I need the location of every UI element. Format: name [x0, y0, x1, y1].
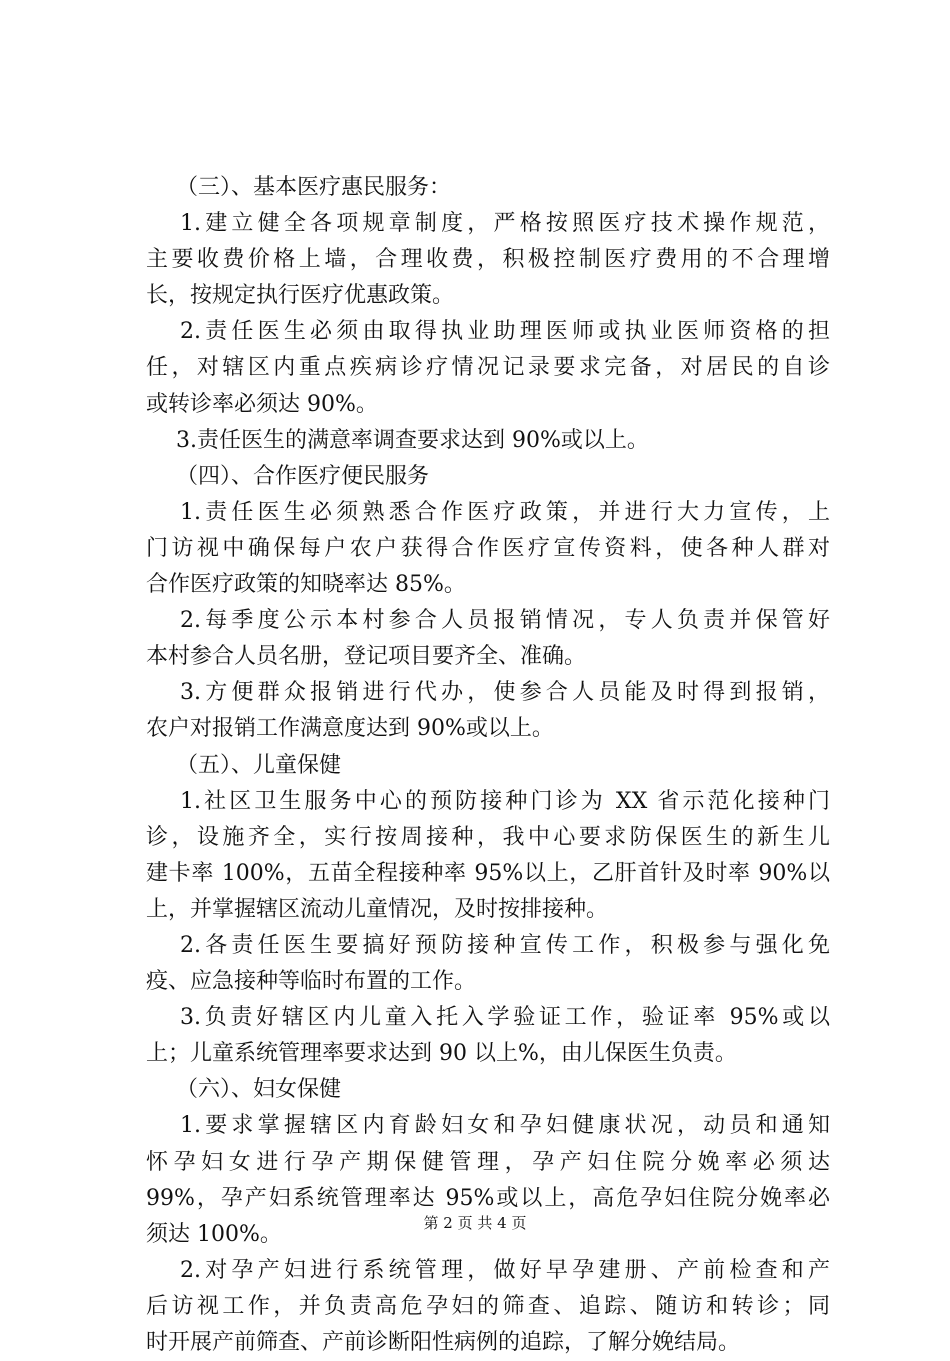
text-line: 2.各责任医生要搞好预防接种宣传工作，积极参与强化免	[180, 932, 830, 958]
text-line: 上；儿童系统管理率要求达到 90 以上%，由儿保医生负责。	[146, 1041, 737, 1067]
document-body	[146, 170, 830, 1361]
text-line: 1.社区卫生服务中心的预防接种门诊为 XX 省示范化接种门	[180, 788, 830, 814]
text-line: 诊，设施齐全，实行按周接种，我中心要求防保医生的新生儿	[146, 824, 830, 850]
text-line: 怀孕妇女进行孕产期保健管理，孕产妇住院分娩率必须达	[146, 1149, 830, 1175]
text-line: 合作医疗政策的知晓率达 85%。	[146, 572, 466, 598]
text-line: 1.责任医生必须熟悉合作医疗政策，并进行大力宣传，上	[180, 499, 830, 525]
text-line: 本村参合人员名册，登记项目要齐全、准确。	[146, 644, 587, 670]
text-line: 长，按规定执行医疗优惠政策。	[146, 283, 455, 309]
page-footer: 第 2 页 共 4 页	[423, 1214, 527, 1232]
text-line: 疫、应急接种等临时布置的工作。	[146, 969, 477, 995]
text-line: （四）、合作医疗便民服务	[176, 463, 430, 489]
text-line: 或转诊率必须达 90%。	[146, 391, 378, 417]
text-line: （六）、妇女保健	[176, 1077, 342, 1103]
text-line: 2.每季度公示本村参合人员报销情况，专人负责并保管好	[180, 608, 830, 634]
text-line: 1.要求掌握辖区内育龄妇女和孕妇健康状况，动员和通知	[180, 1113, 830, 1139]
text-line: 主要收费价格上墙，合理收费，积极控制医疗费用的不合理增	[146, 247, 830, 273]
text-line: 2.对孕产妇进行系统管理，做好早孕建册、产前检查和产	[180, 1257, 830, 1283]
text-line: 3.负责好辖区内儿童入托入学验证工作，验证率 95%或以	[180, 1005, 830, 1031]
text-line: （三）、基本医疗惠民服务：	[176, 175, 452, 200]
text-line: 3.方便群众报销进行代办，使参合人员能及时得到报销，	[180, 680, 830, 706]
text-line: 任，对辖区内重点疾病诊疗情况记录要求完备，对居民的自诊	[146, 355, 830, 381]
text-line: 后访视工作，并负责高危孕妇的筛查、追踪、随访和转诊；同	[146, 1293, 830, 1319]
text-line: 农户对报销工作满意度达到 90%或以上。	[146, 716, 554, 742]
text-line: 2.责任医生必须由取得执业助理医师或执业医师资格的担	[180, 319, 830, 345]
text-line: （五）、儿童保健	[176, 752, 342, 778]
text-line: 3.责任医生的满意率调查要求达到 90%或以上。	[176, 427, 649, 453]
text-line: 门访视中确保每户农户获得合作医疗宣传资料，使各种人群对	[146, 535, 830, 561]
text-line: 时开展产前筛查、产前诊断阳性病例的追踪，了解分娩结局。	[146, 1330, 741, 1355]
text-line: 1.建立健全各项规章制度，严格按照医疗技术操作规范，	[180, 211, 830, 237]
text-line: 99%，孕产妇系统管理率达 95%或以上，高危孕妇住院分娩率必	[146, 1185, 830, 1211]
text-line: 须达 100%。	[146, 1221, 282, 1247]
text-line: 建卡率 100%，五苗全程接种率 95%以上，乙肝首针及时率 90%以	[146, 860, 830, 886]
text-line: 上，并掌握辖区流动儿童情况，及时按排接种。	[146, 896, 609, 922]
